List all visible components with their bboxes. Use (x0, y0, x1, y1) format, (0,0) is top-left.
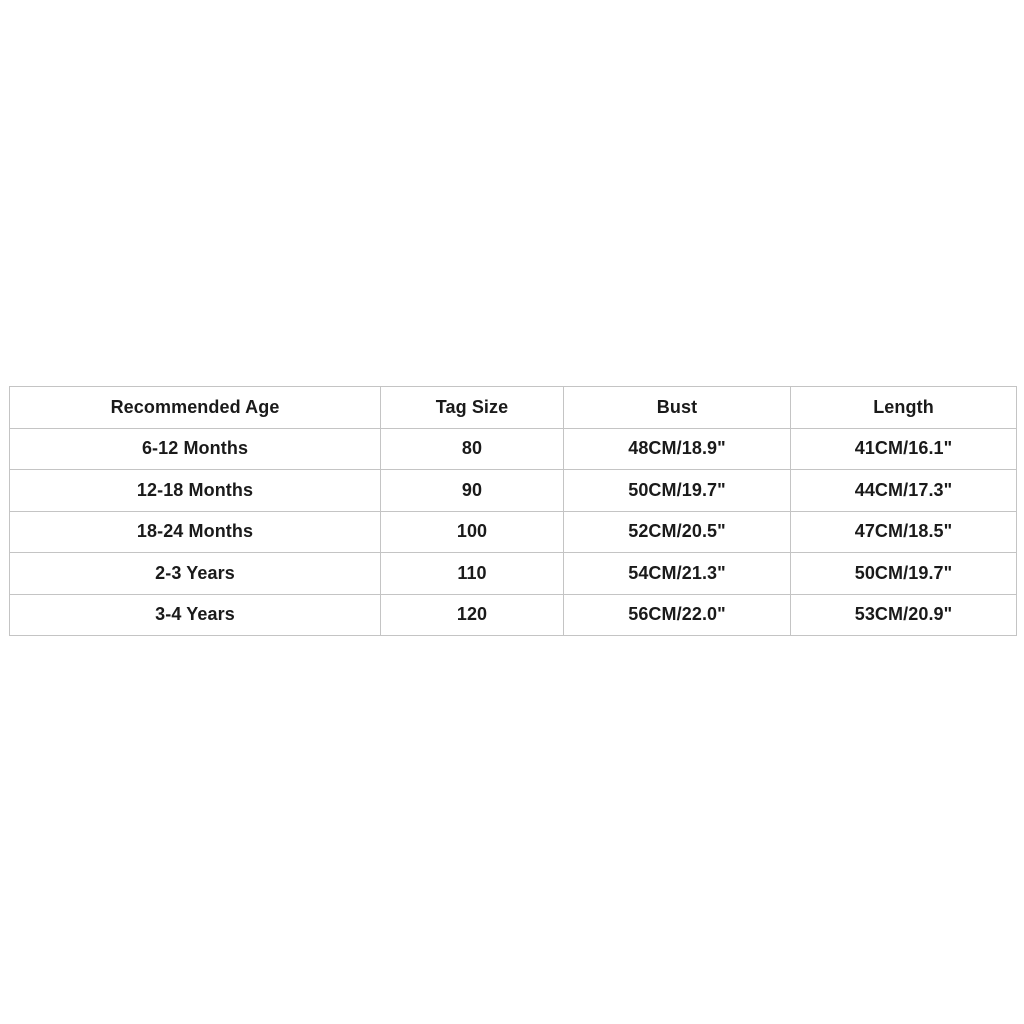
cell-tag-size: 90 (381, 470, 564, 512)
table-row (10, 553, 1017, 595)
cell-tag-size: 110 (381, 553, 564, 595)
cell-tag-size: 100 (381, 511, 564, 553)
cell-age: 6-12 Months (10, 428, 381, 470)
cell-bust: 56CM/22.0" (564, 594, 791, 636)
cell-age: 18-24 Months (10, 511, 381, 553)
cell-length: 41CM/16.1" (791, 428, 1017, 470)
header-length: Length (791, 387, 1017, 429)
cell-tag-size: 120 (381, 594, 564, 636)
cell-age: 2-3 Years (10, 553, 381, 595)
cell-age: 3-4 Years (10, 594, 381, 636)
cell-length: 44CM/17.3" (791, 470, 1017, 512)
cell-age: 12-18 Months (10, 470, 381, 512)
cell-length: 53CM/20.9" (791, 594, 1017, 636)
cell-tag-size: 80 (381, 428, 564, 470)
header-tag-size: Tag Size (381, 387, 564, 429)
header-recommended-age: Recommended Age (10, 387, 381, 429)
cell-bust: 48CM/18.9" (564, 428, 791, 470)
table-row (10, 594, 1017, 636)
cell-bust: 52CM/20.5" (564, 511, 791, 553)
table-row (10, 428, 1017, 470)
header-bust: Bust (564, 387, 791, 429)
table-header-row (10, 387, 1017, 429)
table-row (10, 470, 1017, 512)
cell-length: 50CM/19.7" (791, 553, 1017, 595)
table-row (10, 511, 1017, 553)
cell-bust: 50CM/19.7" (564, 470, 791, 512)
cell-length: 47CM/18.5" (791, 511, 1017, 553)
cell-bust: 54CM/21.3" (564, 553, 791, 595)
size-chart-table (9, 386, 1017, 636)
